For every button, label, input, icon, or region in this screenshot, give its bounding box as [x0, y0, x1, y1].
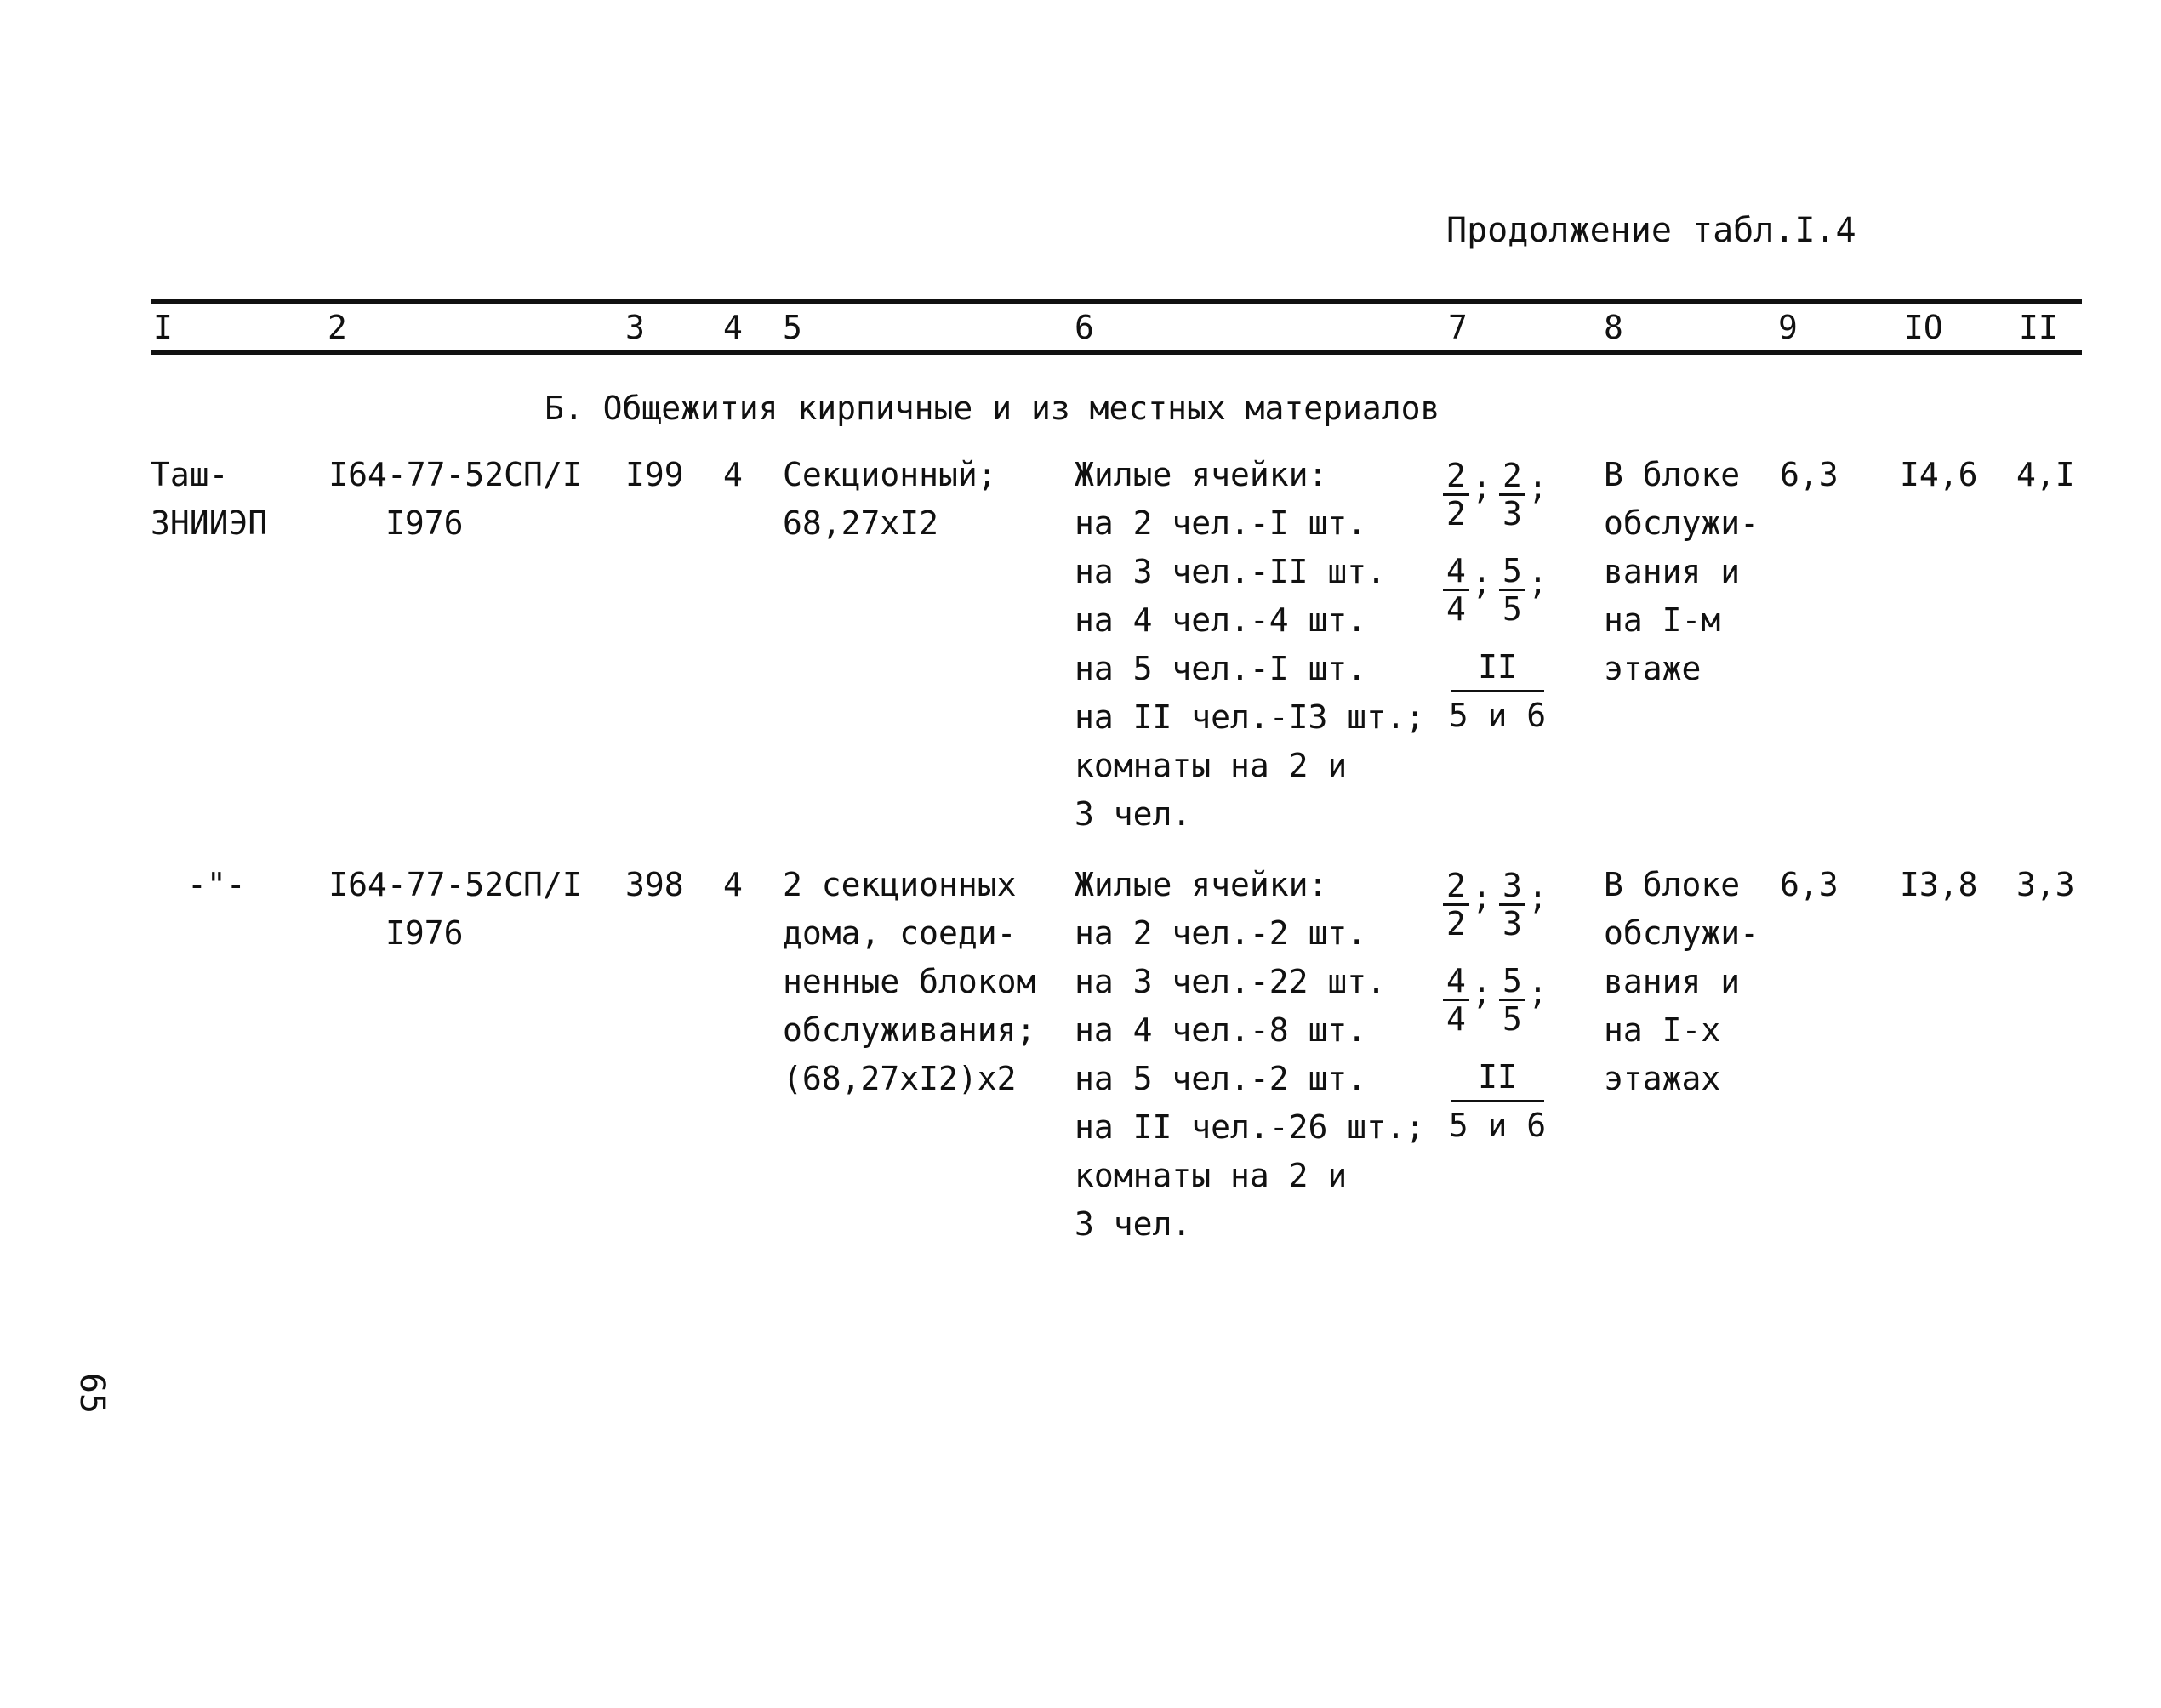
cell-line: В блоке [1604, 456, 1741, 493]
cell-service-block [1604, 451, 1759, 693]
cell-line: 3 чел. [1075, 1205, 1192, 1243]
fraction-numerator: 2 [1443, 868, 1469, 906]
cell-project-code [328, 451, 583, 548]
fraction-large [1446, 644, 1548, 738]
cell-line: дома, соеди- [783, 914, 1017, 952]
cell-line: ЗНИИЭП [151, 504, 268, 542]
cell-col9 [1780, 451, 1839, 499]
fraction-denominator: 5 и 6 [1448, 1107, 1547, 1144]
cell-line: I976 [385, 914, 464, 952]
fraction-separator: ; [1472, 879, 1491, 916]
cell-line: 4 [723, 456, 743, 493]
cell-line: этаже [1604, 650, 1702, 687]
fraction-denominator: 2 [1446, 495, 1466, 532]
cell-line: Секционный; [783, 456, 997, 493]
fraction-separator: ; [1472, 564, 1491, 601]
table-header-rule [151, 350, 2082, 355]
cell-line: 2 секционных [783, 866, 1017, 903]
fraction-numerator: 3 [1499, 868, 1525, 906]
cell-line: этажах [1604, 1060, 1721, 1097]
cell-col11 [2016, 451, 2075, 499]
column-number: 2 [328, 309, 347, 346]
cell-line: на 2 чел.-2 шт. [1075, 914, 1367, 952]
cell-line: на II чел.-26 шт.; [1075, 1108, 1425, 1146]
cell-line: на 3 чел.-II шт. [1075, 553, 1387, 590]
cell-col4 [723, 451, 743, 499]
fraction-numerator: 4 [1443, 963, 1469, 1001]
column-number: 7 [1448, 309, 1468, 346]
cell-line: I4,6 [1900, 456, 1978, 493]
fraction [1499, 868, 1525, 942]
fraction-denominator: 5 [1502, 1000, 1522, 1038]
cell-line: ненные блоком [783, 963, 1036, 1000]
cell-col4 [723, 861, 743, 909]
fraction-separator: ; [1528, 974, 1548, 1011]
column-number: 8 [1604, 309, 1623, 346]
continuation-label: Продолжение табл.I.4 [1446, 211, 1856, 250]
cell-line: I3,8 [1900, 866, 1978, 903]
table-top-rule [151, 299, 2082, 304]
cell-line: 68,27хI2 [783, 504, 939, 542]
cell-line: на II чел.-I3 шт.; [1075, 698, 1425, 736]
fraction-numerator: 2 [1443, 458, 1469, 496]
cell-col3 [625, 861, 684, 909]
cell-col10 [1900, 861, 1978, 909]
cell-line: на 3 чел.-22 шт. [1075, 963, 1387, 1000]
fraction-numerator: 2 [1499, 458, 1525, 496]
column-number: IO [1904, 309, 1943, 346]
cell-line: Жилые ячейки: [1075, 866, 1328, 903]
cell-line: -"- [187, 866, 246, 903]
cell-line: на 2 чел.-I шт. [1075, 504, 1367, 542]
fraction-denominator: 5 и 6 [1448, 697, 1547, 734]
fraction [1443, 553, 1469, 627]
fraction-denominator: 5 [1502, 590, 1522, 628]
fraction-denominator: 3 [1502, 905, 1522, 942]
cell-line: В блоке [1604, 866, 1741, 903]
cell-living-cells [1075, 861, 1425, 1249]
fraction-numerator: 5 [1499, 553, 1525, 591]
page-number: 65 [72, 1372, 112, 1415]
fraction [1499, 553, 1525, 627]
column-number: 5 [783, 309, 802, 346]
cell-living-cells [1075, 451, 1425, 839]
section-title: Б. Общежития кирпичные и из местных материалов [545, 390, 1440, 427]
cell-line: вания и [1604, 963, 1741, 1000]
cell-project-code [328, 861, 583, 958]
cell-building-type [783, 861, 1035, 1103]
fraction-numerator: 5 [1499, 963, 1525, 1001]
fraction-numerator: II [1451, 1054, 1544, 1102]
cell-line: на 4 чел.-8 шт. [1075, 1011, 1367, 1049]
cell-organization [151, 451, 267, 548]
cell-line: на 5 чел.-I шт. [1075, 650, 1367, 687]
fraction [1499, 458, 1525, 532]
cell-line: 398 [625, 866, 684, 903]
cell-col9 [1780, 861, 1839, 909]
cell-line: Жилые ячейки: [1075, 456, 1328, 493]
cell-col3 [625, 451, 684, 499]
cell-service-block [1604, 861, 1759, 1103]
cell-line: 4,I [2016, 456, 2075, 493]
cell-line: I99 [625, 456, 684, 493]
fraction-separator: ; [1472, 469, 1491, 506]
fraction-denominator: 3 [1502, 495, 1522, 532]
cell-line: I976 [385, 504, 464, 542]
fraction-numerator: II [1451, 644, 1544, 692]
cell-line: обслужи- [1604, 914, 1760, 952]
column-number: 3 [625, 309, 645, 346]
cell-organization [187, 861, 246, 909]
column-number: 4 [723, 309, 743, 346]
cell-line: I64-77-52СП/I [328, 866, 582, 903]
fraction-separator: ; [1472, 974, 1491, 1011]
column-number: 9 [1778, 309, 1798, 346]
fraction [1443, 963, 1469, 1037]
cell-line: комнаты на 2 и [1075, 747, 1348, 784]
cell-line: на 5 чел.-2 шт. [1075, 1060, 1367, 1097]
cell-line: Таш- [151, 456, 229, 493]
fraction-large [1446, 1054, 1548, 1148]
fraction [1443, 868, 1469, 942]
fraction [1499, 963, 1525, 1037]
cell-col11 [2016, 861, 2075, 909]
column-number: 6 [1075, 309, 1094, 346]
cell-line: на 4 чел.-4 шт. [1075, 601, 1367, 639]
fraction-separator: ; [1528, 564, 1548, 601]
fraction [1443, 458, 1469, 532]
cell-line: обслужи- [1604, 504, 1760, 542]
fraction-numerator: 4 [1443, 553, 1469, 591]
cell-line: на I-м [1604, 601, 1721, 639]
cell-line: обслуживания; [783, 1011, 1036, 1049]
cell-line: I64-77-52СП/I [328, 456, 582, 493]
cell-line: вания и [1604, 553, 1741, 590]
cell-line: 6,3 [1780, 866, 1839, 903]
cell-line: комнаты на 2 и [1075, 1157, 1348, 1194]
cell-line: на I-х [1604, 1011, 1721, 1049]
cell-line: (68,27хI2)х2 [783, 1060, 1017, 1097]
fraction-denominator: 2 [1446, 905, 1466, 942]
cell-col10 [1900, 451, 1978, 499]
cell-line: 3 чел. [1075, 795, 1192, 833]
cell-line: 4 [723, 866, 743, 903]
column-number: I [153, 309, 173, 346]
cell-line: 6,3 [1780, 456, 1839, 493]
column-number: II [2019, 309, 2058, 346]
fraction-separator: ; [1528, 469, 1548, 506]
fraction-denominator: 4 [1446, 590, 1466, 628]
cell-building-type [783, 451, 997, 548]
fraction-separator: ; [1528, 879, 1548, 916]
cell-line: 3,3 [2016, 866, 2075, 903]
fraction-denominator: 4 [1446, 1000, 1466, 1038]
